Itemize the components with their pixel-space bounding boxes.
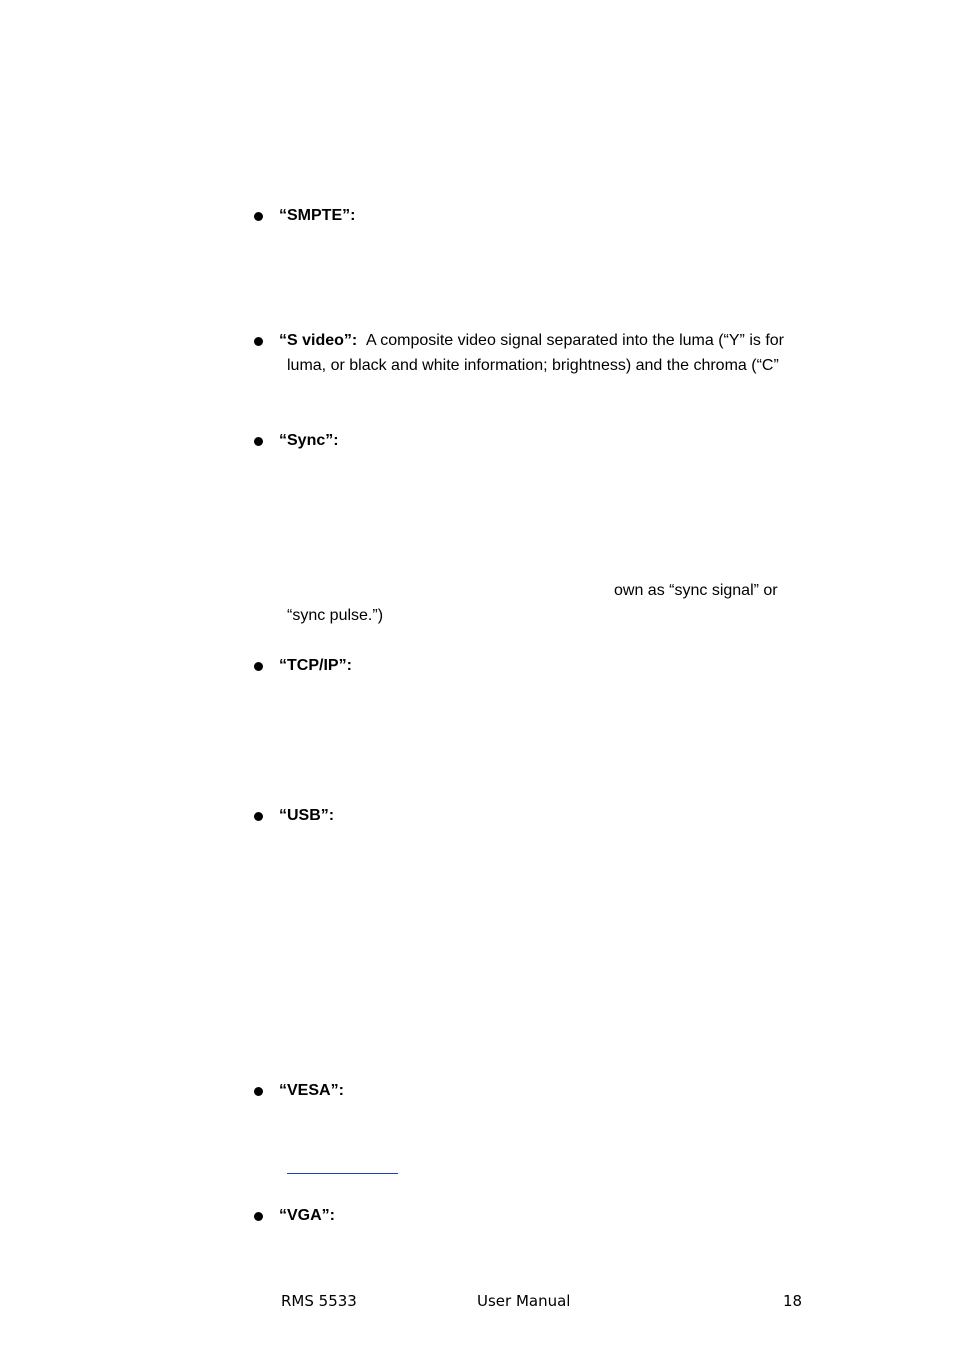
footer-page-number: 18 bbox=[783, 1292, 803, 1310]
term-tcp-ip: “TCP/IP”: bbox=[279, 657, 352, 674]
bullet-vesa bbox=[254, 1087, 263, 1096]
sync-line-partial-2: “sync pulse.”) bbox=[287, 607, 384, 624]
bullet-s-video bbox=[254, 337, 263, 346]
sync-line-partial-1: own as “sync signal” or bbox=[614, 582, 778, 599]
term-vga: “VGA”: bbox=[279, 1207, 335, 1224]
term-vesa: “VESA”: bbox=[279, 1082, 344, 1099]
bullet-sync bbox=[254, 437, 263, 446]
term-smpte: “SMPTE”: bbox=[279, 207, 356, 224]
bullet-usb bbox=[254, 812, 263, 821]
vesa-link-underline[interactable] bbox=[287, 1173, 398, 1174]
term-usb: “USB”: bbox=[279, 807, 335, 824]
s-video-line-2: luma, or black and white information; brightness) and the chroma (“C” bbox=[287, 357, 779, 374]
bullet-vga bbox=[254, 1212, 263, 1221]
term-sync: “Sync”: bbox=[279, 432, 339, 449]
term-s-video: “S video”: bbox=[279, 332, 358, 349]
bullet-tcp-ip bbox=[254, 662, 263, 671]
bullet-smpte bbox=[254, 212, 263, 221]
footer-model: RMS 5533 bbox=[281, 1292, 357, 1310]
s-video-line-1: A composite video signal separated into the luma (“Y” is for bbox=[366, 332, 784, 349]
footer-doc-title: User Manual bbox=[477, 1292, 571, 1310]
